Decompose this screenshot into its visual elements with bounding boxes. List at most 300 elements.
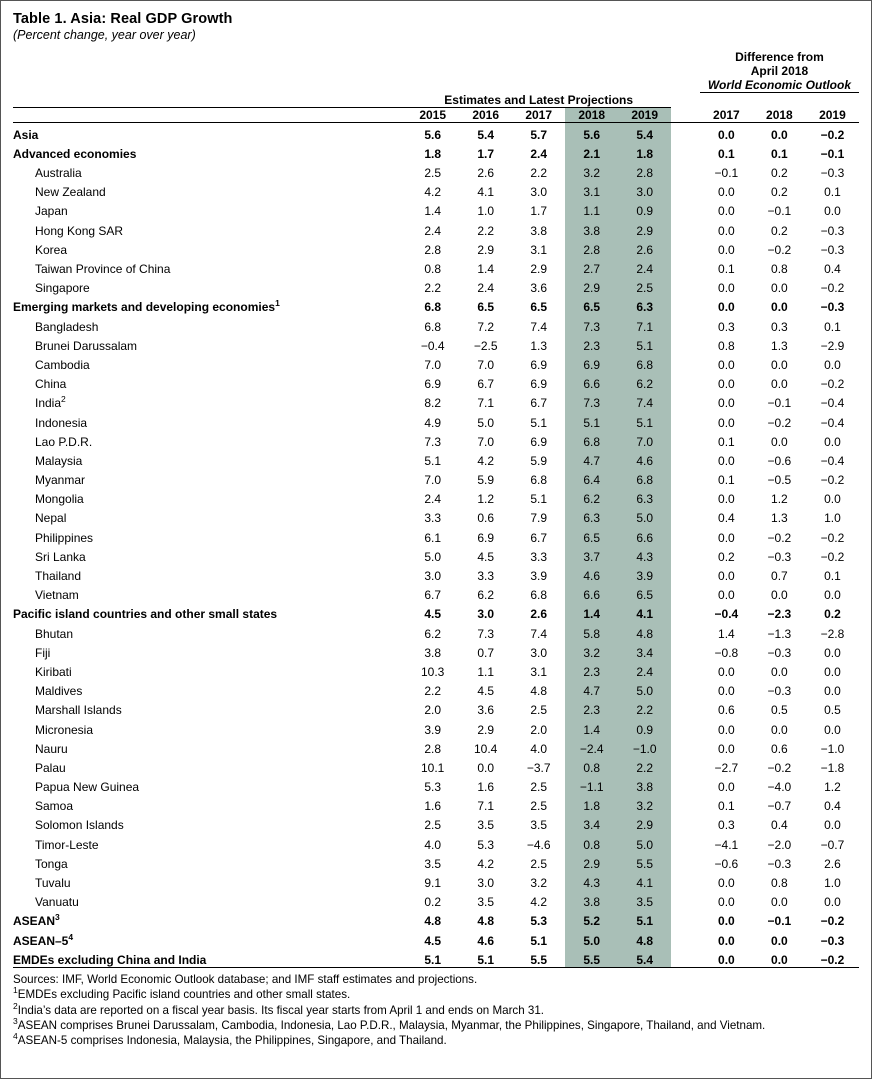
cell-estimate-2018: 3.4 (565, 813, 618, 832)
cell-estimate-2018: 1.1 (565, 199, 618, 218)
cell-estimate-2017: 7.9 (530, 511, 548, 526)
cell-estimate-2015: 2.4 (424, 223, 442, 238)
cell-estimate-2015: 3.8 (424, 645, 442, 660)
cell-difference-2017: 0.0 (718, 876, 735, 890)
cell-estimate-2016: 7.0 (477, 434, 495, 449)
row-label: Palau (35, 760, 66, 775)
row-label: Micronesia (35, 722, 94, 737)
row-label: Marshall Islands (35, 703, 122, 718)
cell-difference-2017: 0.0 (718, 530, 735, 545)
cell-estimate-2015: 10.1 (420, 760, 445, 775)
table-row (13, 813, 859, 832)
cell-estimate-2016: 5.4 (459, 122, 512, 142)
table-row (13, 737, 859, 756)
cell-estimate-2018: 3.8 (565, 218, 618, 237)
cell-difference-2017: 0.0 (718, 895, 735, 910)
cell-difference-2019: 0.0 (824, 895, 841, 910)
note-2 (13, 1000, 859, 1018)
cell-estimate-2019: 5.5 (618, 852, 671, 871)
row-label: Malaysia (35, 453, 83, 468)
cell-estimate-2016: 4.2 (477, 856, 495, 871)
cell-estimate-2016: 0.7 (477, 645, 495, 660)
cell-difference-2018: 0.0 (753, 948, 806, 968)
cell-estimate-2016: 1.0 (477, 204, 495, 219)
cell-difference-2018: −0.2 (767, 760, 792, 775)
cell-difference-2019: 2.6 (824, 856, 841, 871)
cell-estimate-2018: 6.8 (565, 430, 618, 449)
column-gap (671, 506, 700, 525)
cell-estimate-2018: 5.6 (565, 122, 618, 142)
column-gap (671, 737, 700, 756)
cell-estimate-2019: 4.1 (618, 871, 671, 890)
cell-estimate-2016: 2.6 (477, 166, 495, 181)
cell-difference-2017: 0.0 (718, 377, 735, 392)
cell-difference-2019: −0.2 (806, 948, 859, 968)
cell-estimate-2016: 7.3 (477, 626, 495, 641)
cell-estimate-2016: 3.5 (477, 818, 495, 833)
cell-difference-2018: 0.0 (771, 664, 788, 679)
cell-estimate-2016: 1.1 (477, 664, 495, 679)
cell-difference-2017: −0.1 (714, 166, 739, 181)
cell-estimate-2019: 6.6 (618, 525, 671, 544)
column-gap (671, 602, 700, 621)
cell-estimate-2016: 3.6 (477, 703, 495, 718)
row-label: Myanmar (35, 473, 86, 488)
cell-difference-2018: −2.3 (767, 607, 792, 622)
column-gap (671, 257, 700, 276)
cell-difference-2019: −0.2 (806, 122, 859, 142)
row-label: Vietnam (35, 588, 79, 603)
cell-difference-2018: 1.2 (771, 492, 788, 507)
cell-difference-2018: −0.6 (767, 453, 792, 468)
cell-estimate-2019: 3.4 (618, 641, 671, 660)
cell-estimate-2015: 5.6 (406, 122, 459, 142)
cell-difference-2018: −4.0 (767, 780, 792, 795)
cell-estimate-2017: −4.6 (526, 837, 551, 852)
cell-estimate-2017: 3.0 (530, 645, 548, 660)
cell-estimate-2019: 2.8 (618, 161, 671, 180)
cell-estimate-2019: 3.5 (618, 890, 671, 909)
cell-difference-2017: 0.0 (718, 914, 735, 929)
row-label: Maldives (35, 684, 83, 699)
column-gap (671, 122, 700, 142)
cell-estimate-2016: 2.9 (477, 242, 495, 257)
note-1-text: EMDEs excluding Pacific island countries and other small states. (17, 988, 351, 1002)
cell-estimate-2015: 4.5 (424, 607, 442, 622)
row-label: Taiwan Province of China (35, 262, 171, 276)
cell-difference-2017: 0.0 (718, 415, 735, 430)
cell-difference-2019: 1.0 (824, 876, 841, 890)
cell-difference-2018: 0.2 (771, 185, 788, 200)
cell-difference-2018: −0.1 (767, 204, 792, 219)
cell-estimate-2016: 10.4 (473, 741, 498, 756)
cell-difference-2019: 1.2 (824, 780, 841, 795)
cell-estimate-2019: 4.1 (618, 602, 671, 621)
cell-difference-2017: 0.0 (718, 223, 735, 238)
header-year-2018: 2018 (565, 107, 618, 122)
cell-estimate-2017: 1.3 (530, 338, 548, 353)
cell-estimate-2019: 3.8 (618, 775, 671, 794)
cell-difference-2019: −2.8 (820, 626, 845, 641)
header-diff-line1: Difference from (735, 50, 824, 64)
table-row (13, 391, 859, 410)
cell-estimate-2017: 3.6 (530, 281, 548, 296)
cell-difference-2018: 0.8 (771, 876, 788, 890)
row-label: Asia (13, 122, 406, 142)
cell-estimate-2018: 2.9 (565, 276, 618, 295)
cell-estimate-2016: 5.3 (477, 837, 495, 852)
cell-estimate-2019: 7.0 (618, 430, 671, 449)
table-row (13, 122, 859, 142)
table-row (13, 564, 859, 583)
cell-estimate-2015: 4.9 (424, 415, 442, 430)
cell-estimate-2017: 6.5 (530, 300, 548, 315)
cell-estimate-2018: −2.4 (565, 737, 618, 756)
column-gap (671, 660, 700, 679)
cell-estimate-2018: 7.3 (565, 314, 618, 333)
table-row (13, 372, 859, 391)
column-gap (671, 314, 700, 333)
header-diff-line2: April 2018 (750, 64, 809, 78)
cell-estimate-2016: 3.0 (477, 876, 495, 890)
row-label: Thailand (35, 569, 82, 583)
row-label: Bhutan (35, 626, 74, 641)
row-label: Fiji (35, 645, 51, 660)
column-gap (671, 928, 700, 947)
cell-difference-2017: −4.1 (714, 837, 739, 852)
cell-estimate-2018: 6.6 (565, 583, 618, 602)
cell-estimate-2018: 2.3 (565, 660, 618, 679)
cell-difference-2017: 0.0 (718, 684, 735, 699)
row-label: China (35, 377, 67, 392)
cell-estimate-2019: 4.8 (618, 928, 671, 947)
note-3-text: ASEAN comprises Brunei Darussalam, Cambodia, Indonesia, Lao P.D.R., Malaysia, Myanmar, the Philippines, Singapore, Thailand, and Vietnam. (17, 1018, 766, 1032)
column-gap (671, 295, 700, 314)
cell-difference-2017: 0.0 (718, 185, 735, 200)
cell-difference-2017: 0.0 (718, 933, 735, 948)
cell-estimate-2019: 5.0 (618, 679, 671, 698)
cell-estimate-2015: 6.1 (424, 530, 442, 545)
column-gap (671, 679, 700, 698)
row-label: Korea (35, 242, 68, 257)
cell-estimate-2019: 0.9 (618, 717, 671, 736)
cell-estimate-2018: 1.8 (565, 794, 618, 813)
cell-estimate-2018: 2.7 (565, 257, 618, 276)
cell-difference-2019: −0.3 (820, 166, 845, 181)
table-row (13, 641, 859, 660)
column-gap (671, 525, 700, 544)
cell-estimate-2019: 7.4 (618, 391, 671, 410)
cell-difference-2018: −0.2 (767, 415, 792, 430)
cell-estimate-2016: 5.9 (477, 473, 495, 488)
table-row (13, 890, 859, 909)
cell-estimate-2015: 3.5 (424, 856, 442, 871)
table-row (13, 161, 859, 180)
cell-estimate-2015: 2.2 (424, 684, 442, 699)
table-row (13, 410, 859, 429)
cell-difference-2018: 0.0 (771, 377, 788, 392)
cell-estimate-2015: 5.0 (424, 549, 442, 564)
cell-estimate-2016: 0.6 (477, 511, 495, 526)
cell-difference-2018: −0.1 (767, 396, 792, 411)
cell-estimate-2019: 3.2 (618, 794, 671, 813)
cell-difference-2018: 0.6 (771, 741, 788, 756)
cell-difference-2018: −0.3 (767, 684, 792, 699)
cell-difference-2019: −0.2 (820, 377, 845, 392)
column-gap (671, 717, 700, 736)
cell-difference-2019: −0.3 (820, 933, 845, 948)
column-gap (671, 276, 700, 295)
cell-difference-2019: 0.1 (824, 185, 841, 200)
cell-difference-2018: −0.7 (767, 799, 792, 814)
cell-difference-2019: 0.0 (824, 684, 841, 699)
table-row (13, 775, 859, 794)
cell-estimate-2017: 7.4 (530, 319, 548, 334)
note-1 (13, 987, 859, 1002)
cell-estimate-2016: 7.2 (477, 319, 495, 334)
row-label: Solomon Islands (35, 818, 124, 833)
cell-estimate-2017: 5.1 (530, 933, 548, 948)
note-3 (13, 1018, 859, 1033)
cell-estimate-2019: 5.1 (618, 334, 671, 353)
column-gap (671, 583, 700, 602)
table-row (13, 909, 859, 928)
row-label-footnote-marker: 4 (68, 931, 74, 942)
cell-difference-2018: −2.0 (767, 837, 792, 852)
cell-estimate-2016: 3.3 (477, 569, 495, 583)
cell-difference-2018: 1.3 (771, 338, 788, 353)
cell-estimate-2019: −1.0 (618, 737, 671, 756)
cell-estimate-2015: 2.8 (424, 242, 442, 257)
cell-estimate-2018: 6.4 (565, 468, 618, 487)
cell-difference-2018: −0.2 (767, 242, 792, 257)
cell-estimate-2018: 5.0 (565, 928, 618, 947)
cell-estimate-2019: 5.0 (618, 506, 671, 525)
cell-estimate-2016: 2.4 (477, 281, 495, 296)
cell-difference-2019: 0.0 (824, 588, 841, 603)
column-gap (671, 372, 700, 391)
column-gap (671, 161, 700, 180)
cell-estimate-2017: 5.1 (530, 415, 548, 430)
cell-estimate-2018: 2.3 (565, 334, 618, 353)
cell-estimate-2018: 7.3 (565, 391, 618, 410)
cell-estimate-2018: 0.8 (565, 756, 618, 775)
cell-estimate-2018: 5.8 (565, 621, 618, 640)
cell-estimate-2016: 6.2 (477, 588, 495, 603)
cell-estimate-2016: −2.5 (473, 338, 498, 353)
cell-estimate-2019: 5.1 (618, 410, 671, 429)
cell-difference-2019: −0.4 (820, 415, 845, 430)
cell-estimate-2019: 2.2 (618, 756, 671, 775)
cell-difference-2019: 0.4 (824, 799, 841, 814)
cell-estimate-2016: 4.5 (477, 549, 495, 564)
cell-difference-2017: −0.8 (714, 645, 739, 660)
cell-estimate-2016: 2.9 (477, 722, 495, 737)
cell-difference-2018: −0.3 (767, 856, 792, 871)
cell-estimate-2018: 6.2 (565, 487, 618, 506)
cell-difference-2018: 1.3 (771, 511, 788, 526)
column-gap (671, 909, 700, 928)
cell-difference-2019: 1.0 (824, 511, 841, 526)
table-row (13, 832, 859, 851)
table-row (13, 756, 859, 775)
cell-difference-2018: 0.0 (753, 122, 806, 142)
cell-difference-2019: −2.9 (820, 338, 845, 353)
cell-estimate-2015: 1.6 (424, 799, 442, 814)
cell-estimate-2015: 5.1 (406, 948, 459, 968)
cell-estimate-2015: 5.1 (424, 453, 442, 468)
cell-estimate-2016: 6.9 (477, 530, 495, 545)
cell-estimate-2015: 7.0 (424, 473, 442, 488)
row-label-footnote-marker: 1 (275, 298, 280, 309)
cell-estimate-2015: 4.0 (424, 837, 442, 852)
cell-estimate-2016: 4.8 (477, 914, 495, 929)
row-label: Emerging markets and developing economies$^1$ (13, 298, 280, 315)
table-row (13, 660, 859, 679)
cell-difference-2019: 0.0 (824, 664, 841, 679)
cell-estimate-2016: 6.5 (477, 300, 495, 315)
cell-estimate-2016: 3.0 (477, 607, 495, 622)
cell-estimate-2019: 3.0 (618, 180, 671, 199)
cell-difference-2017: 0.6 (718, 703, 735, 718)
table-row (13, 295, 859, 314)
cell-difference-2018: 0.2 (771, 223, 788, 238)
column-gap (671, 698, 700, 717)
cell-estimate-2019: 6.8 (618, 353, 671, 372)
cell-estimate-2017: 3.3 (530, 549, 548, 564)
column-gap (671, 832, 700, 851)
header-diff-year-2018: 2018 (766, 107, 793, 122)
cell-estimate-2016: 4.6 (477, 933, 495, 948)
cell-estimate-2017: 3.0 (530, 185, 548, 200)
cell-estimate-2017: 3.9 (530, 569, 548, 583)
cell-difference-2017: 0.2 (718, 549, 735, 564)
cell-difference-2017: 0.0 (718, 588, 735, 603)
cell-difference-2018: 0.1 (771, 146, 788, 161)
row-label: Bangladesh (35, 319, 99, 334)
row-label: Cambodia (35, 357, 90, 372)
cell-estimate-2015: 0.2 (424, 895, 442, 910)
column-gap (671, 218, 700, 237)
cell-difference-2018: −0.3 (767, 645, 792, 660)
column-gap (671, 142, 700, 161)
cell-estimate-2019: 4.6 (618, 449, 671, 468)
cell-estimate-2015: 4.2 (424, 185, 442, 200)
cell-difference-2019: 0.0 (824, 722, 841, 737)
cell-estimate-2017: 3.8 (530, 223, 548, 238)
table-row (13, 449, 859, 468)
cell-estimate-2016: 4.2 (477, 453, 495, 468)
cell-estimate-2017: 6.9 (530, 357, 548, 372)
cell-estimate-2018: 2.9 (565, 852, 618, 871)
column-gap (671, 775, 700, 794)
table-body (13, 122, 859, 967)
cell-estimate-2019: 6.5 (618, 583, 671, 602)
header-diff-year-2019: 2019 (819, 107, 846, 122)
row-label: Timor-Leste (35, 837, 99, 852)
cell-estimate-2018: 6.5 (565, 295, 618, 314)
cell-difference-2017: 0.0 (718, 396, 735, 411)
row-label: Nepal (35, 511, 67, 526)
cell-difference-2019: −0.1 (820, 146, 845, 161)
row-label-footnote-marker: 2 (61, 394, 66, 405)
cell-estimate-2017: 2.5 (530, 856, 548, 871)
row-label: India$^2$ (35, 394, 66, 411)
column-gap (671, 449, 700, 468)
cell-difference-2017: 0.0 (718, 569, 735, 583)
cell-estimate-2015: 3.3 (424, 511, 442, 526)
row-label: Tonga (35, 856, 68, 871)
row-label: ASEAN–$5^4$ (13, 931, 74, 948)
cell-estimate-2019: 0.9 (618, 199, 671, 218)
table-row (13, 468, 859, 487)
cell-estimate-2018: 5.5 (565, 948, 618, 968)
cell-difference-2017: 0.0 (718, 281, 735, 296)
table-row (13, 621, 859, 640)
table-row (13, 257, 859, 276)
row-label: Samoa (35, 799, 74, 814)
cell-estimate-2015: 6.8 (424, 300, 442, 315)
cell-estimate-2017: −3.7 (526, 760, 551, 775)
cell-difference-2019: 0.0 (824, 204, 841, 219)
cell-difference-2018: −0.1 (767, 914, 792, 929)
cell-difference-2019: −1.8 (820, 760, 845, 775)
cell-estimate-2017: 5.1 (530, 492, 548, 507)
cell-estimate-2019: 6.3 (618, 487, 671, 506)
cell-estimate-2019: 6.2 (618, 372, 671, 391)
cell-estimate-2015: 2.2 (424, 281, 442, 296)
cell-difference-2018: −0.2 (767, 530, 792, 545)
cell-difference-2019: 0.2 (824, 607, 841, 622)
cell-difference-2019: 0.5 (824, 703, 841, 718)
cell-estimate-2019: 5.1 (618, 909, 671, 928)
cell-difference-2018: 0.0 (771, 281, 788, 296)
cell-estimate-2016: 0.0 (477, 760, 495, 775)
cell-estimate-2015: −0.4 (420, 338, 445, 353)
cell-estimate-2018: 1.4 (565, 717, 618, 736)
cell-estimate-2018: 3.7 (565, 545, 618, 564)
cell-difference-2019: −0.7 (820, 837, 845, 852)
cell-estimate-2017: 3.1 (530, 242, 548, 257)
table-notes (13, 972, 859, 1049)
cell-difference-2017: 0.0 (718, 357, 735, 372)
cell-estimate-2017: 2.2 (530, 166, 548, 181)
row-label: Advanced economies (13, 146, 137, 161)
cell-estimate-2015: 1.4 (424, 204, 442, 219)
table-row (13, 314, 859, 333)
column-gap (671, 468, 700, 487)
cell-difference-2018: −0.3 (767, 549, 792, 564)
cell-difference-2018: 0.4 (771, 818, 788, 833)
row-label: Philippines (35, 530, 94, 545)
table-row (13, 276, 859, 295)
cell-estimate-2019: 4.3 (618, 545, 671, 564)
cell-estimate-2017: 3.2 (530, 876, 548, 890)
cell-difference-2019: 0.0 (824, 434, 841, 449)
note-3-marker: 3 (13, 1016, 18, 1027)
cell-difference-2017: −0.4 (714, 607, 739, 622)
row-label: Singapore (35, 281, 90, 296)
cell-estimate-2018: 4.6 (565, 564, 618, 583)
cell-estimate-2015: 3.9 (424, 722, 442, 737)
cell-estimate-2015: 2.4 (424, 492, 442, 507)
table-row (13, 871, 859, 890)
cell-difference-2018: 0.7 (771, 569, 788, 583)
column-gap (671, 813, 700, 832)
note-sources: Sources: IMF, World Economic Outlook database; and IMF staff estimates and projections. (13, 972, 478, 986)
table-row (13, 717, 859, 736)
cell-difference-2019: 0.1 (824, 569, 841, 583)
